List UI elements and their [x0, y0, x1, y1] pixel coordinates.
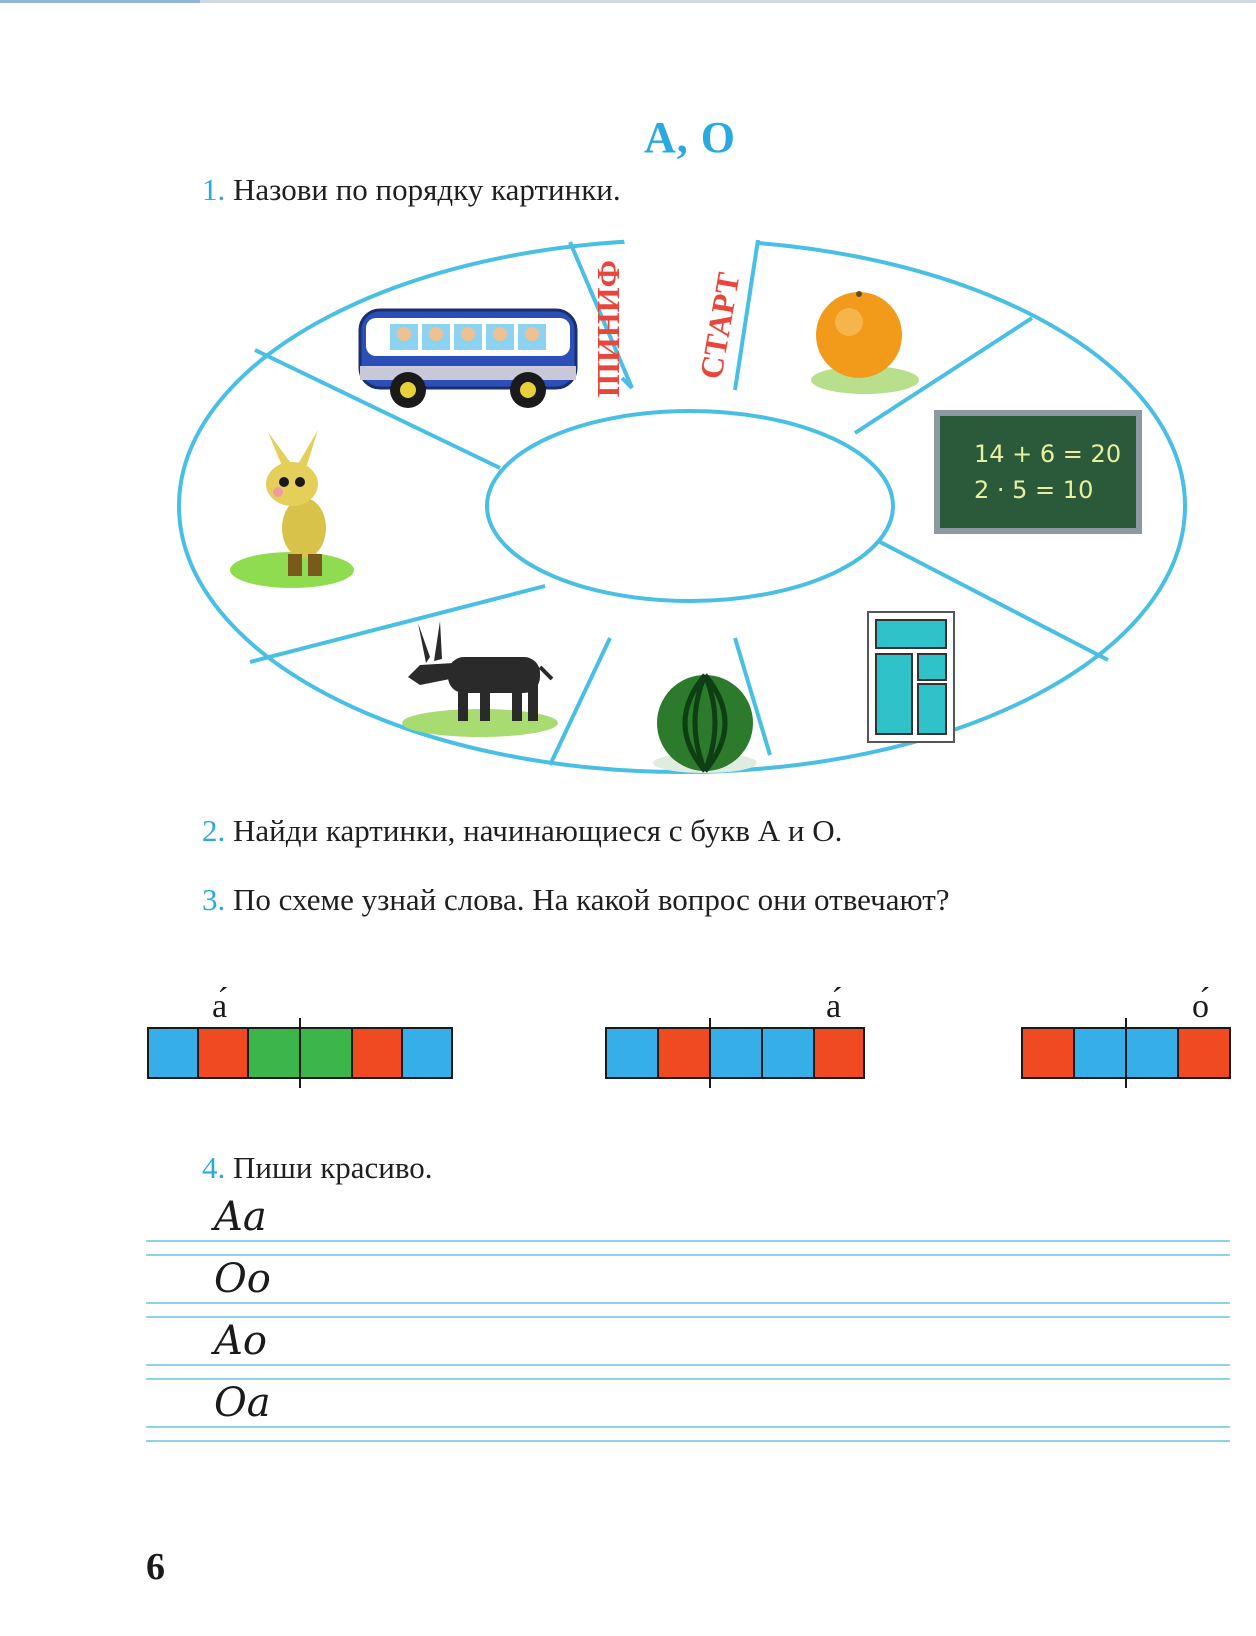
blackboard-picture — [934, 410, 1142, 534]
word-scheme-1 — [146, 1018, 458, 1088]
scheme-cell — [352, 1028, 402, 1078]
cursive-sample: Ao — [214, 1318, 267, 1364]
blackboard-line-1: 14 + 6 = 20 — [974, 440, 1122, 468]
blackboard-line-2: 2 · 5 = 10 — [974, 476, 1094, 504]
scheme-cell — [1126, 1028, 1178, 1078]
writing-line — [146, 1316, 1230, 1318]
cursive-sample: Oa — [214, 1380, 271, 1426]
scheme-cells — [606, 1028, 864, 1078]
finish-label: ФИНИШ — [591, 260, 627, 398]
scheme-cell — [762, 1028, 814, 1078]
scheme-2-accent: а́ — [826, 988, 842, 1025]
task-2 — [202, 813, 842, 849]
scheme-cell — [814, 1028, 864, 1078]
writing-line — [146, 1440, 1230, 1442]
word-scheme-2 — [604, 1018, 868, 1088]
task-number: 4. — [202, 1150, 226, 1185]
scheme-cell — [658, 1028, 710, 1078]
scheme-cell — [248, 1028, 300, 1078]
window-picture — [868, 612, 954, 742]
scheme-cell — [402, 1028, 452, 1078]
scheme-cell — [148, 1028, 198, 1078]
writing-line — [146, 1378, 1230, 1380]
scheme-cell — [198, 1028, 248, 1078]
scheme-cell — [1074, 1028, 1126, 1078]
scheme-cell — [1178, 1028, 1230, 1078]
writing-line — [146, 1426, 1230, 1428]
writing-line — [146, 1240, 1230, 1242]
task-number: 3. — [202, 882, 226, 917]
cursive-sample: Aa — [214, 1194, 267, 1240]
top-rule-accent — [0, 0, 200, 3]
handwriting-lines — [146, 1180, 1230, 1470]
task-text: По схеме узнай слова. На какой вопрос они отвечают? — [233, 882, 950, 917]
scheme-cell — [300, 1028, 352, 1078]
wheel-inner-ring — [487, 411, 893, 601]
cursive-sample: Oo — [214, 1256, 271, 1302]
picture-wheel — [0, 230, 1256, 790]
page-number: 6 — [146, 1546, 165, 1588]
task-text: Назови по порядку картинки. — [233, 172, 621, 207]
scheme-cell — [606, 1028, 658, 1078]
scheme-cell — [710, 1028, 762, 1078]
scheme-3-accent: о́ — [1192, 988, 1209, 1025]
task-number: 2. — [202, 813, 226, 848]
writing-line — [146, 1302, 1230, 1304]
scheme-cell — [1022, 1028, 1074, 1078]
start-label: СТАРТ — [692, 269, 747, 382]
task-number: 1. — [202, 172, 226, 207]
task-text: Найди картинки, начинающиеся с букв А и О. — [233, 813, 843, 848]
page-title: А, О — [644, 113, 736, 162]
task-3 — [202, 882, 950, 918]
writing-line — [146, 1364, 1230, 1366]
task-text: Пиши красиво. — [233, 1150, 433, 1185]
scheme-1-accent: а́ — [212, 988, 228, 1025]
word-scheme-3 — [1020, 1018, 1234, 1088]
task-1 — [202, 172, 621, 208]
writing-line — [146, 1254, 1230, 1256]
